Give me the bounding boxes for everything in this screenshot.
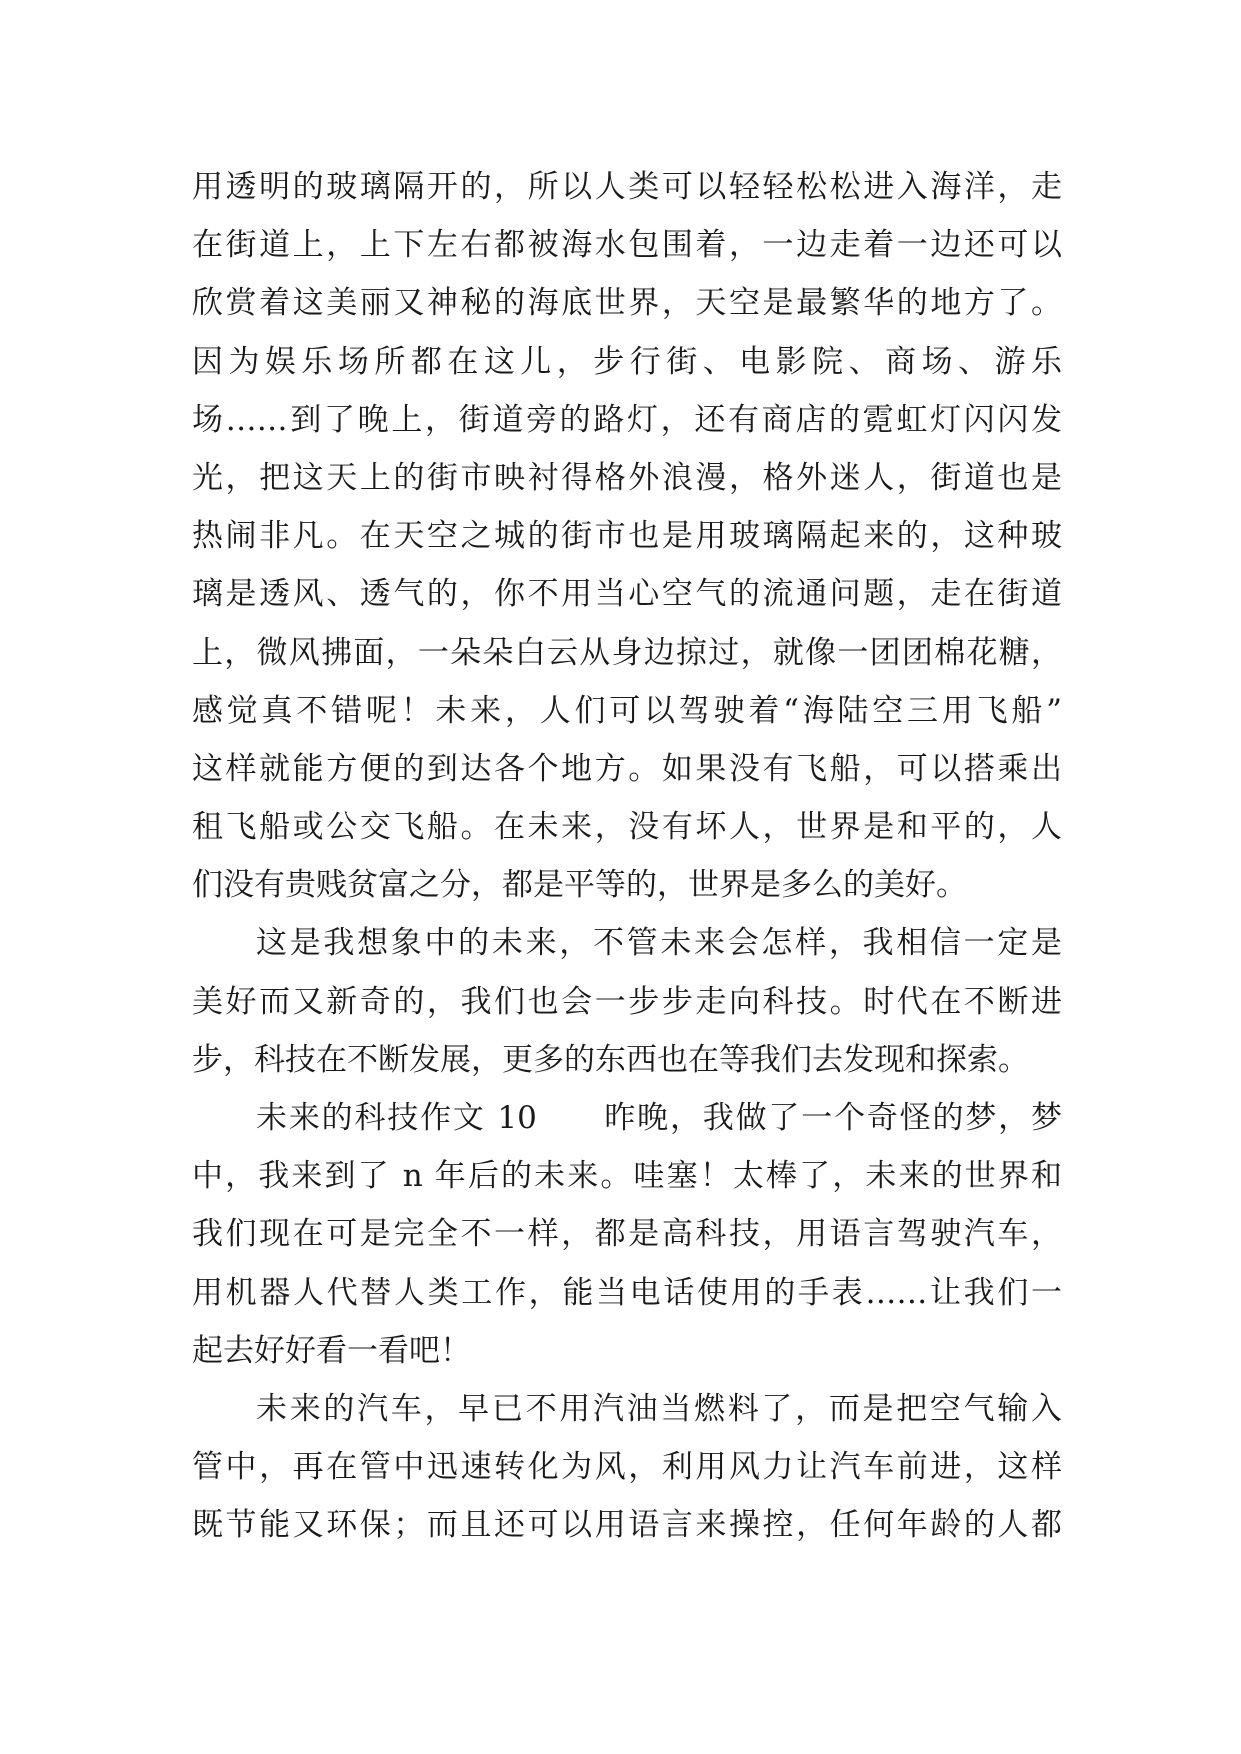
text-line: 感觉真不错呢！未来，人们可以驾驶着“海陆空三用飞船” [192,692,1062,729]
text-line: 因为娱乐场所都在这儿，步行街、电影院、商场、游乐 [192,343,1062,380]
text-line: 光，把这天上的街市映衬得格外浪漫，格外迷人，街道也是 [192,459,1062,496]
text-line: 起去好好看一看吧！ [192,1332,471,1369]
text-line: 管中，再在管中迅速转化为风，利用风力让汽车前进，这样 [192,1449,1062,1486]
text-line: 既节能又环保；而且还可以用语言来操控，任何年龄的人都 [192,1507,1062,1544]
text-line: 我们现在可是完全不一样，都是高科技，用语言驾驶汽车， [192,1216,1062,1253]
text-line: 热闹非凡。在天空之城的街市也是用玻璃隔起来的，这种玻 [192,518,1062,555]
text-line: 步，科技在不断发展，更多的东西也在等我们去发现和探索。 [192,1041,1029,1078]
paragraph-first-line: 未来的科技作文 10 昨晚，我做了一个奇怪的梦，梦 [256,1100,1062,1136]
text-line: 租飞船或公交飞船。在未来，没有坏人，世界是和平的，人 [192,809,1062,846]
text-line: 上，微风拂面，一朵朵白云从身边掠过，就像一团团棉花糖， [192,634,1062,671]
text-line: 们没有贵贱贫富之分，都是平等的，世界是多么的美好。 [192,867,967,904]
text-line: 欣赏着这美丽又神秘的海底世界，天空是最繁华的地方了。 [192,285,1062,322]
text-line: 美好而又新奇的，我们也会一步步走向科技。时代在不断进 [192,983,1062,1020]
text-line: 这样就能方便的到达各个地方。如果没有飞船，可以搭乘出 [192,750,1062,787]
text-line: 中，我来到了 n 年后的未来。哇塞！太棒了，未来的世界和 [192,1158,1062,1195]
document-body [192,158,1062,1555]
text-line: 璃是透风、透气的，你不用当心空气的流通问题，走在街道 [192,576,1062,613]
paragraph-first-line: 未来的汽车，早已不用汽油当燃料了，而是把空气输入 [256,1390,1062,1427]
paragraph-first-line: 这是我想象中的未来，不管未来会怎样，我相信一定是 [256,925,1062,962]
text-line: 场……到了晚上，街道旁的路灯，还有商店的霓虹灯闪闪发 [192,401,1062,438]
text-line: 用机器人代替人类工作，能当电话使用的手表……让我们一 [192,1274,1062,1311]
text-line: 在街道上，上下左右都被海水包围着，一边走着一边还可以 [192,227,1062,264]
text-line: 用透明的玻璃隔开的，所以人类可以轻轻松松进入海洋，走 [192,169,1062,205]
